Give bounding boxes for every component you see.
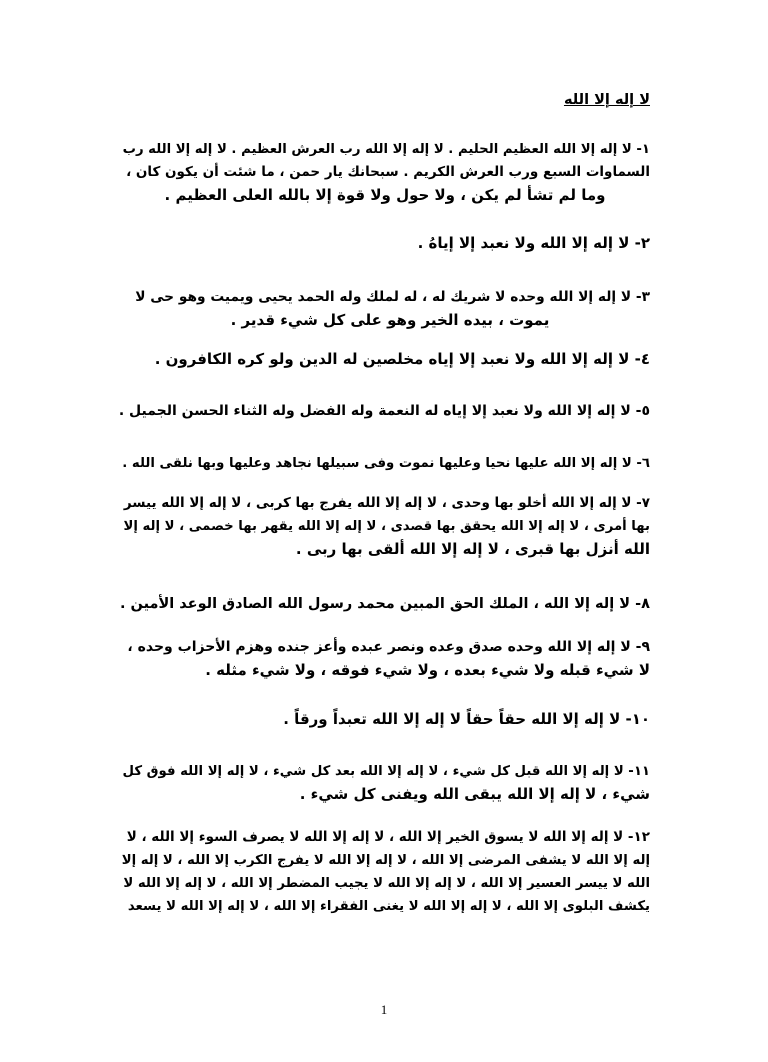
text-line: ٦- لا إله إلا الله عليها نحيا وعليها نموت وفى سبيلها نجاهد وعليها وبها نلقى الله .	[122, 456, 650, 471]
page-number: 1	[380, 1002, 388, 1017]
paragraph-4	[120, 348, 650, 371]
text-line: ٢- لا إله إلا الله ولا نعبد إلا إياهُ .	[417, 234, 650, 252]
paragraph-11	[120, 760, 650, 806]
text-line: يكشف البلوى إلا الله ، لا إله إلا الله لا يغنى الفقراء إلا الله ، لا إله إلا الله لا يسعد	[127, 899, 650, 914]
text-line: ٣- لا إله إلا الله وحده لا شريك له ، له لملك وله الحمد يحيى ويميت وهو حى لا	[135, 289, 650, 305]
paragraph-2	[120, 232, 650, 255]
text-line: ٩- لا إله إلا الله وحده صدق وعده ونصر عبده وأعز جنده وهزم الأحزاب وحده ،	[127, 639, 650, 655]
paragraph-1	[120, 138, 650, 207]
paragraph-10	[120, 708, 650, 731]
paragraph-8	[120, 593, 650, 616]
text-line: ١٠- لا إله إلا الله حقاً حقاً لا إله إلا الله تعبداً ورقاً .	[283, 710, 650, 728]
text-line: ١- لا إله إلا الله العظيم الحليم . لا إله إلا الله رب العرش العظيم . لا إله إلا الله رب	[122, 142, 650, 157]
text-line: يموت ، بيده الخير وهو على كل شيء قدير .	[230, 311, 550, 329]
text-line: السماوات السبع ورب العرش الكريم . سبحانك يار حمن ، ما شئت أن يكون كان ،	[126, 164, 650, 180]
text-line: ٤- لا إله إلا الله ولا نعبد إلا إياه مخلصين له الدين ولو كره الكافرون .	[154, 350, 650, 368]
page-title: لا إله إلا الله	[563, 92, 650, 108]
paragraph-6	[120, 452, 650, 475]
paragraph-12	[120, 826, 650, 918]
text-line: ١١- لا إله إلا الله قبل كل شيء ، لا إله إلا الله بعد كل شيء ، لا إله إلا الله فوق كل	[122, 764, 650, 779]
text-line: ٨- لا إله إلا الله ، الملك الحق المبين محمد رسول الله الصادق الوعد الأمين .	[119, 596, 650, 612]
text-line: الله أنزل بها قبرى ، لا إله إلا الله ألقى بها ربى .	[295, 540, 650, 558]
paragraph-3	[130, 286, 650, 332]
paragraph-9	[120, 636, 650, 682]
text-line: وما لم تشأ لم يكن ، ولا حول ولا قوة إلا بالله العلى العظيم .	[164, 186, 606, 204]
text-line: لا شيء قبله ولا شيء بعده ، ولا شيء فوقه ، ولا شيء مثله .	[205, 661, 650, 679]
text-line: شيء ، لا إله إلا الله يبقى الله ويفنى كل شيء .	[299, 785, 650, 803]
text-line: الله لا ييسر العسير إلا الله ، لا إله إلا الله لا يجيب المضطر إلا الله ، لا إله إلا الله لا	[123, 876, 650, 891]
text-line: ١٢- لا إله إلا الله لا يسوق الخير إلا الله ، لا إله إلا الله لا يصرف السوء إلا الله ، لا	[126, 829, 650, 845]
text-line: ٥- لا إله إلا الله ولا نعبد إلا إياه له النعمة وله الفضل وله الثناء الحسن الجميل .	[118, 403, 650, 419]
paragraph-7	[120, 492, 650, 561]
text-line: إله إلا الله لا يشفى المرضى إلا الله ، لا إله إلا الله لا يفرج الكرب إلا الله ، لا إله إلا	[121, 853, 650, 868]
paragraph-5	[120, 400, 650, 423]
text-line: بها أمرى ، لا إله إلا الله يحقق بها قصدى ، لا إله إلا الله يقهر بها خصمى ، لا إله إلا	[123, 519, 650, 534]
text-line: ٧- لا إله إلا الله أخلو بها وحدى ، لا إله إلا الله يفرج بها كربى ، لا إله إلا الله ييسر	[123, 495, 650, 511]
